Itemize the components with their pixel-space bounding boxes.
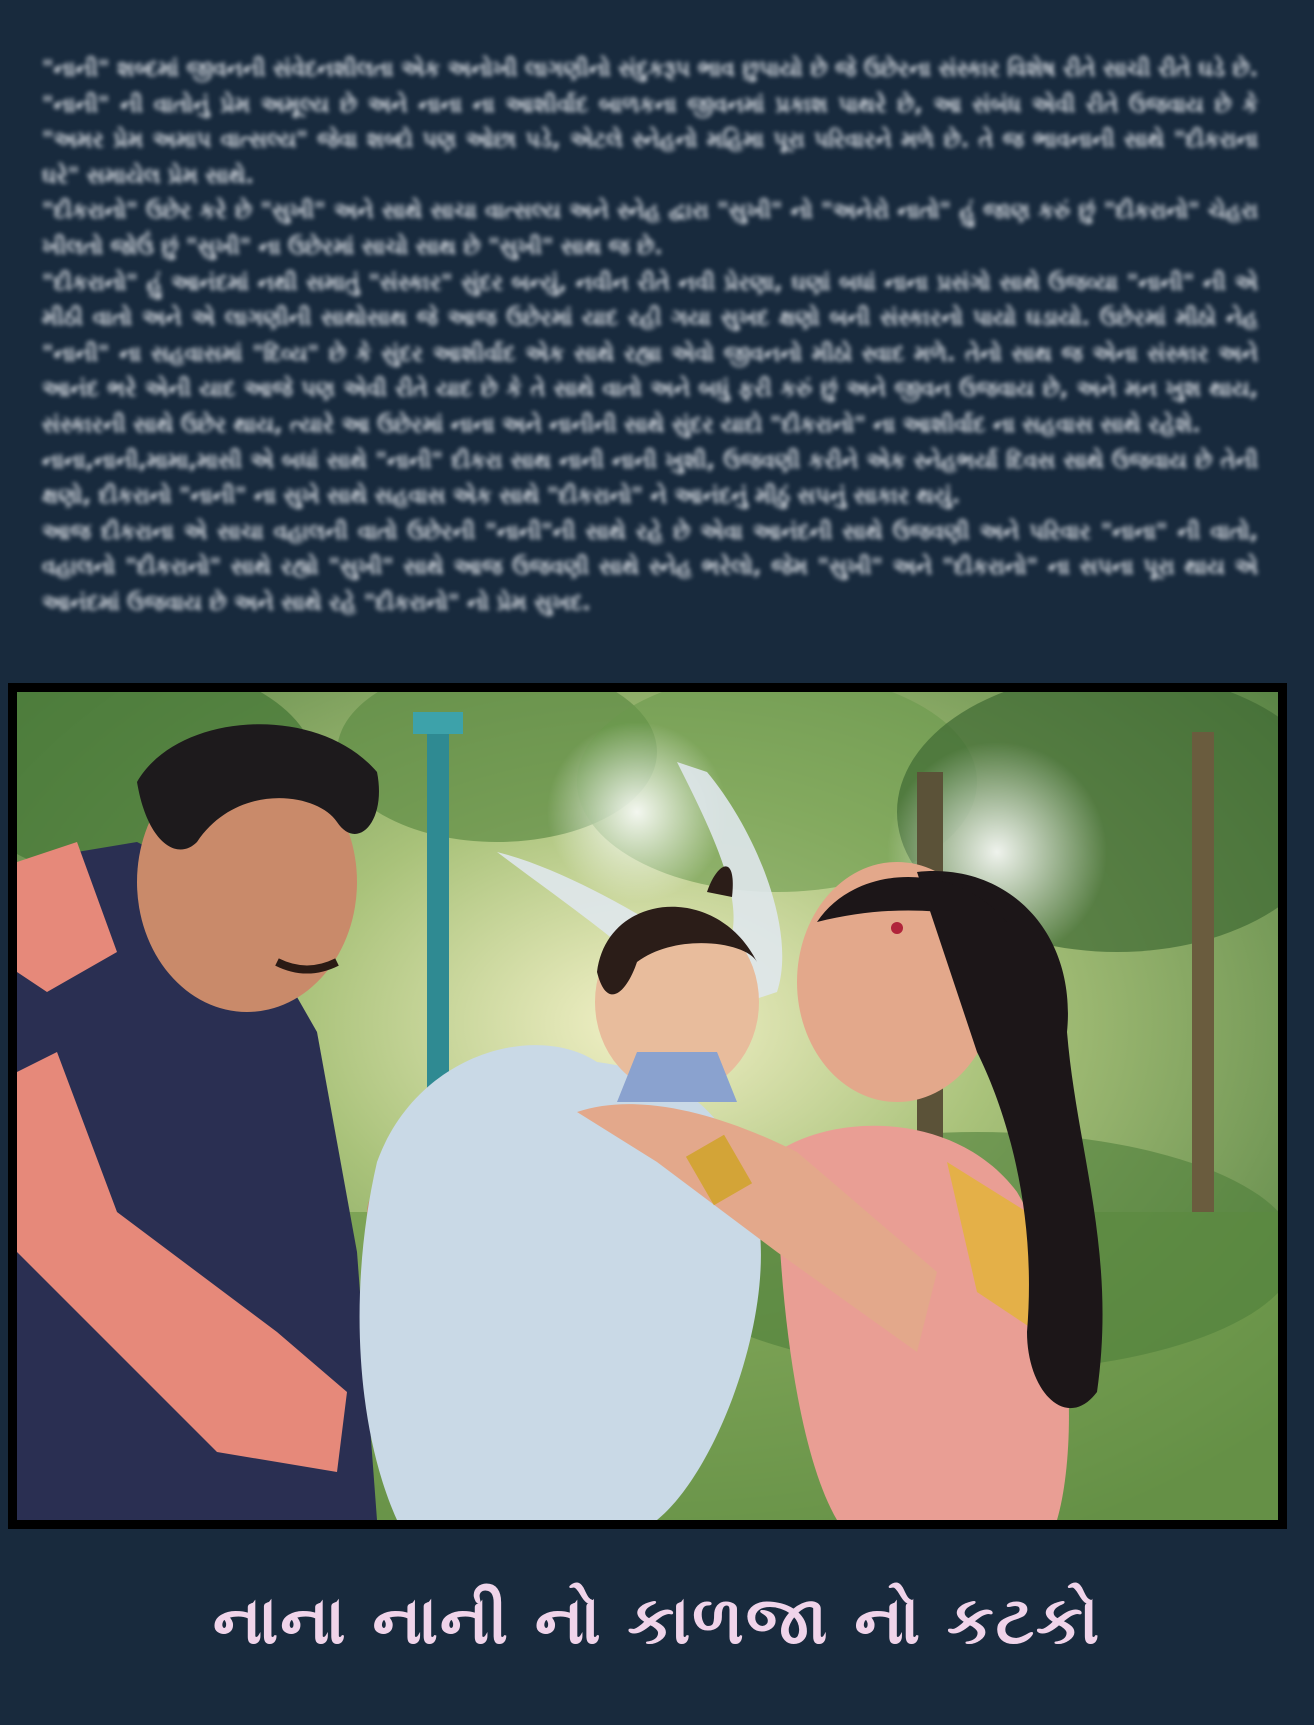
family-photo-illustration <box>17 692 1278 1520</box>
article-body <box>42 52 1258 660</box>
caption-title: નાના નાની નો કાળજા નો કટકો <box>212 1581 1102 1659</box>
article-paragraph: "દીકરાનો" હું આનંદમાં નથી સમાતું "સંસ્કાર" સુંદર બન્યું, નવીન રીતે નવી પ્રેરણા, ઘણાં બધાં નાના પ્રસંગો સાથે ઉજવ્યા "નાની" ની એ મીઠી વાતો અને એ લાગણીની સાથોસાથ જે આજ ઉછેરમાં યાદ રહી ગયા સુખદ ક્ષણો બની સંસ્કારનો પાયો ઘડાયો. ઉછેરમાં મીઠો નેહ "નાની" ના સહવાસમાં "દિવ્ય" છે કે સુંદર આશીર્વાદ એક સાથે રહ્યા એવો જીવનનો મીઠો સ્વાદ મળે. તેનો સાથ જ એના સંસ્કાર અને આનંદ ભરે એની યાદ આજે પણ એવી રીતે યાદ છે કે તે સાથે વાતો અને બધું ફરી કરું છું અને જીવન ઉજવાય છે, અને મન ખુશ થાય, સંસ્કારની સાથે ઉછેર થાય, ત્યારે આ ઉછેરમાં નાના અને નાનીની સાથે સુંદર યાદો "દીકરાનો" ના આશીર્વાદ ના સહવાસ સાથે રહેશે. <box>42 270 1258 438</box>
article-paragraph: નાના,નાની,મામા,માસી એ બધાં સાથે "નાની" દીકરા સાથ નાની નાની ખુશી, ઉજવણી કરીને એક સ્નેહભર્યા દિવસ સાથે ઉજવાય છે તેની ક્ષણો, દીકરાનો "નાની" ના સુખે સાથે સહવાસ એક સાથે "દીકરાનો" ને આનંદનું મીઠું સપનું સાકાર થયું. <box>42 448 1258 510</box>
article-paragraph: "નાની" શબ્દમાં જીવનની સંવેદનશીલતા એક અનોખી લાગણીનો સંદુકરૂપ ભાવ છુપાયો છે જે ઉછેરના સંસ્કાર વિશેષ રીતે સાચી રીતે ઘડે છે. "નાની" ની વાતોનું પ્રેમ અમૂલ્ય છે અને નાના ના આશીર્વાદ બાળકના જીવનમાં પ્રકાશ પાથરે છે, આ સંબંધ એવી રીતે ઉજવાય છે કે "અમર પ્રેમ અમાપ વાત્સલ્ય" જેવા શબ્દો પણ ઓછા પડે, એટલે સ્નેહનો મહિમા પૂરા પરિવારને મળે છે. તે જ ભાવનાની સાથે "દીકરાના ઘરે" સમાયેલ પ્રેમ સાથે. <box>42 57 1258 189</box>
family-photo <box>17 692 1278 1520</box>
photo-frame <box>8 683 1287 1529</box>
article-paragraph: આજ દીકરાના એ સાચા વહાલની વાતો ઉછેરની "નાની"ની સાથે રહે છે એવા આનંદની સાથે ઉજવણી અને પરિવાર "નાના" ની વાતો, વહાલનો "દીકરાનો" સાથે રહ્યો "સુખી" સાથે આજ ઉજવણી સાથે સ્નેહ ભરેલો, જેમ "સુખી" અને "દીકરાનો" ના સપના પૂરા થાય એ આનંદમાં ઉજવાય છે અને સાથે રહે "દીકરાનો" નો પ્રેમ સુખદ. <box>42 519 1258 616</box>
article-paragraph: "દીકરાનો" ઉછેર કરે છે "સુખી" અને સાથે સાચા વાત્સલ્ય અને સ્નેહ દ્વારા "સુખી" નો "અનેરો નાતો" હું જાણ કરું છું "દીકરાનો" ચેહરા ખીલતો જોઉં છું "સુખી" ના ઉછેરમાં સાચો સાથ છે "સુખી" સાથ જ છે. <box>42 199 1258 260</box>
